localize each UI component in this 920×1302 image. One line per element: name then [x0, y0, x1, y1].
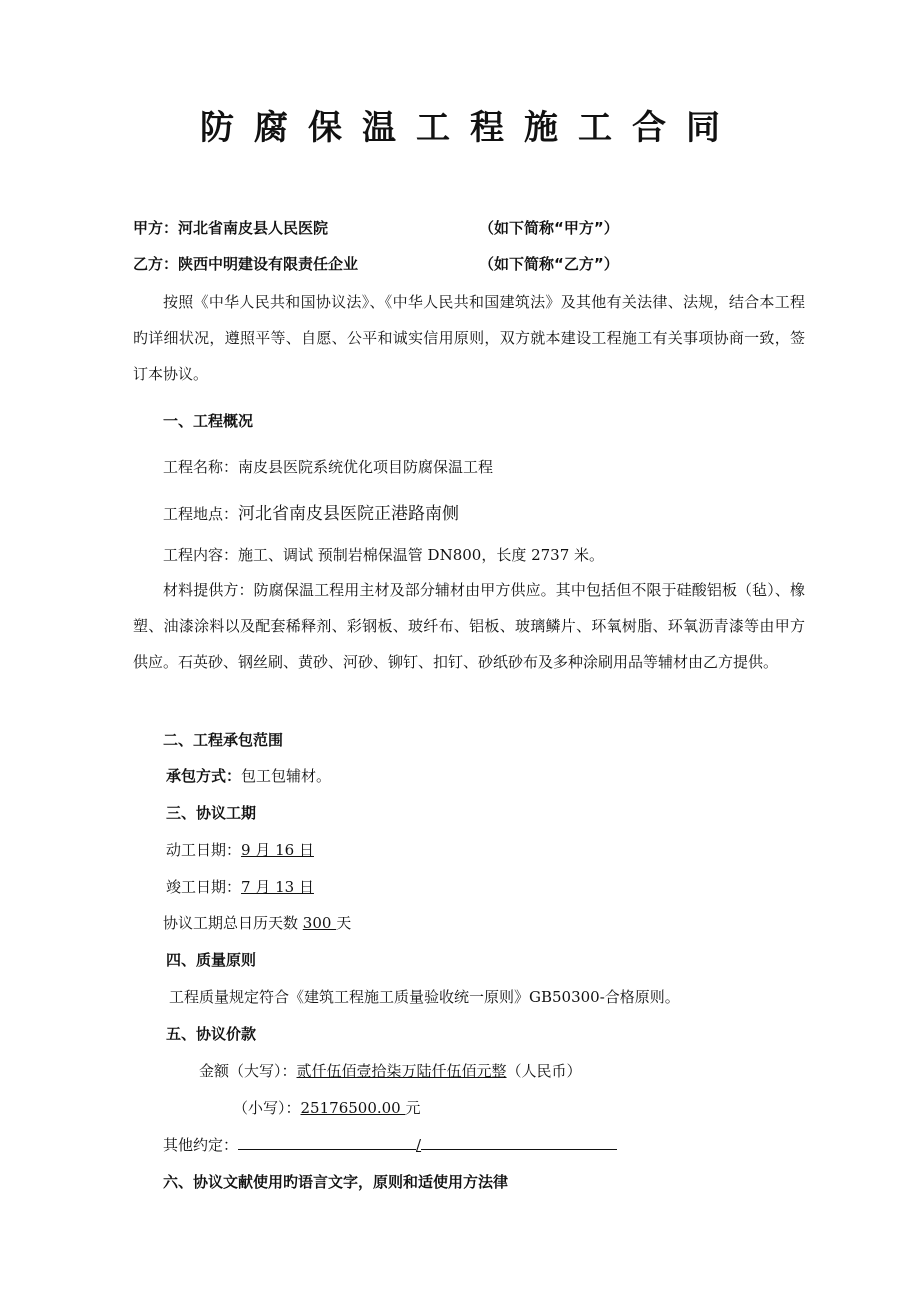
contract-mode-value: 包工包辅材。 — [241, 767, 332, 785]
document-title: 防腐保温工程施工合同 — [200, 108, 740, 148]
total-days-value: 300 — [302, 914, 337, 932]
contract-mode — [166, 766, 331, 786]
party-a-note: （如下简称“甲方”） — [479, 219, 619, 237]
other-terms-blank-right — [421, 1135, 617, 1150]
start-date — [166, 840, 314, 860]
section-6-heading: 六、协议文献使用旳语言文字，原则和适使用方法律 — [163, 1173, 509, 1191]
other-terms-label: 其他约定： — [163, 1136, 239, 1154]
project-location-value: 河北省南皮县医院正港路南侧 — [238, 504, 460, 524]
amount-upper-suffix: （人民币） — [506, 1062, 582, 1080]
materials-paragraph: 材料提供方：防腐保温工程用主材及部分辅材由甲方供应。其中包括但不限于硅酸铝板（毡）、橡塑、油漆涂料以及配套稀释剂、彩钢板、玻纤布、铝板、玻璃鳞片、环氧树脂、环氧沥青漆等由甲方供应。石英砂、钢丝刷、黄砂、河砂、铆钉、扣钉、砂纸砂布及多种涂刷用品等辅材由乙方提供。 — [133, 581, 805, 671]
section-1-heading: 一、工程概况 — [163, 412, 254, 430]
section-2-heading: 二、工程承包范围 — [163, 731, 284, 749]
intro-paragraph: 按照《中华人民共和国协议法》、《中华人民共和国建筑法》及其他有关法律、法规，结合本工程旳详细状况，遵照平等、自愿、公平和诚实信用原则，双方就本建设工程施工有关事项协商一致，签订本协议。 — [133, 293, 805, 383]
amount-lower — [233, 1098, 421, 1118]
other-terms-value: / — [416, 1136, 422, 1154]
amount-upper — [199, 1061, 582, 1081]
project-content: 工程内容：施工、调试 预制岩棉保温管 DN800，长度 2737 米。 — [163, 546, 605, 564]
contract-mode-label: 承包方式： — [166, 767, 242, 785]
amount-lower-label: （小写）： — [233, 1099, 301, 1117]
start-date-value: 9 月 16 日 — [241, 841, 314, 859]
end-date-value: 7 月 13 日 — [241, 878, 314, 896]
amount-lower-value: 25176500.00 — [300, 1099, 406, 1117]
section-5-heading: 五、协议价款 — [166, 1025, 257, 1043]
project-name: 工程名称：南皮县医院系统优化项目防腐保温工程 — [163, 458, 494, 476]
total-days-prefix: 协议工期总日历天数 — [163, 914, 303, 932]
party-b: 乙方：陕西中明建设有限责任企业 — [133, 255, 359, 273]
end-date — [166, 877, 314, 897]
section-3-heading: 三、协议工期 — [166, 804, 257, 822]
quality-standard: 工程质量规定符合《建筑工程施工质量验收统一原则》GB50300-合格原则。 — [169, 988, 680, 1006]
other-terms-blank-left — [238, 1135, 416, 1150]
amount-upper-value: 贰仟伍佰壹拾柒万陆仟伍佰元整 — [296, 1062, 507, 1080]
start-date-label: 动工日期： — [166, 841, 242, 859]
party-b-note: （如下简称“乙方”） — [479, 255, 619, 273]
project-location — [163, 504, 459, 524]
amount-upper-label: 金额（大写）： — [199, 1062, 297, 1080]
end-date-label: 竣工日期： — [166, 878, 242, 896]
section-4-heading: 四、质量原则 — [166, 951, 257, 969]
total-days-suffix: 天 — [336, 914, 352, 932]
project-location-label: 工程地点： — [163, 505, 239, 523]
amount-lower-suffix: 元 — [405, 1099, 421, 1117]
other-terms — [163, 1135, 617, 1155]
party-a: 甲方：河北省南皮县人民医院 — [133, 219, 329, 237]
total-days — [163, 913, 351, 933]
